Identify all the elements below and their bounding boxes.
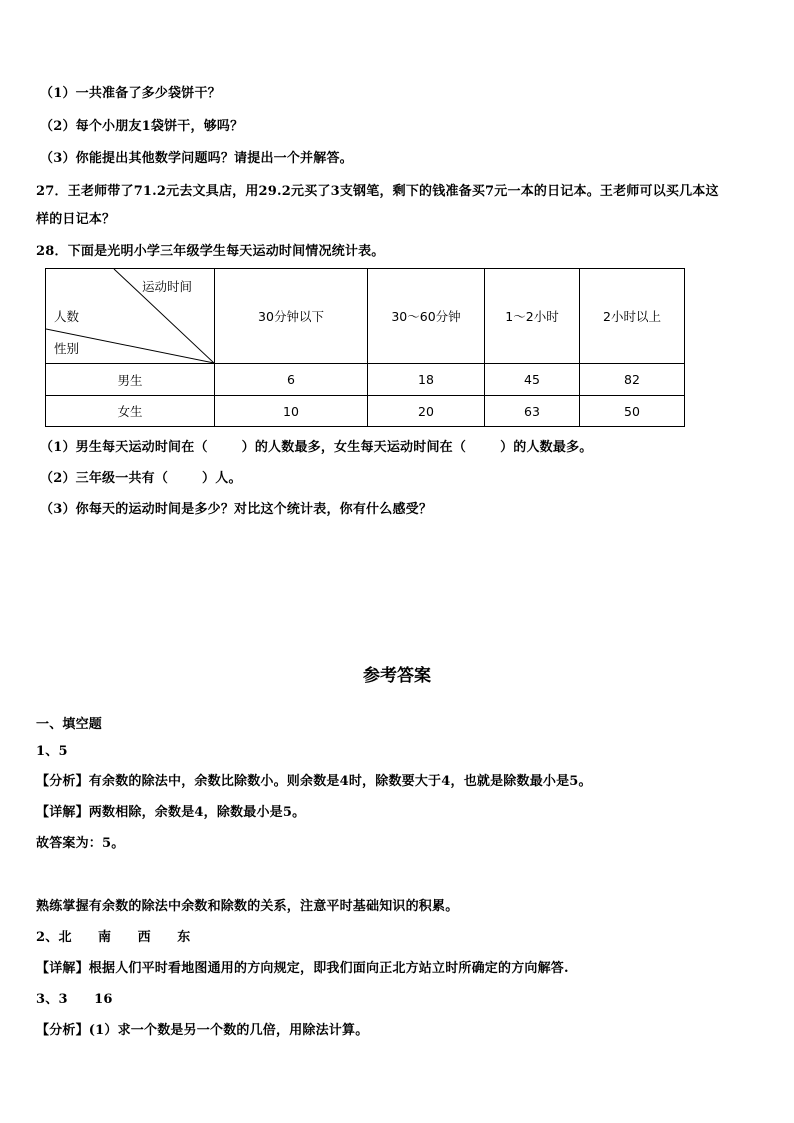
answers-title: 参考答案 — [363, 666, 431, 686]
q28-sub1-part-b: ）的人数最多，女生每天运动时间在（ — [241, 440, 467, 455]
row-label: 女生 — [46, 396, 215, 427]
answer-1-analysis: 【分析】有余数的除法中，余数比除数小。则余数是4时，除数要大于4，也就是除数最小是5。 — [36, 774, 592, 789]
q28-intro: 28．下面是光明小学三年级学生每天运动时间情况统计表。 — [36, 244, 385, 259]
table-corner-cell — [46, 269, 215, 364]
table-cell: 63 — [485, 396, 580, 427]
q27-line1: 27．王老师带了71.2元去文具店，用29.2元买了3支钢笔，剩下的钱准备买7元一本的日记本。王老师可以买几本这 — [36, 184, 719, 199]
column-header: 2小时以上 — [580, 269, 685, 364]
answer-1-detail: 【详解】两数相除，余数是4，除数最小是5。 — [36, 805, 306, 820]
table-cell: 82 — [580, 364, 685, 396]
table-cell: 10 — [215, 396, 368, 427]
answer-2-detail: 【详解】根据人们平时看地图通用的方向规定，即我们面向正北方站立时所确定的方向解答. — [36, 961, 569, 976]
answer-2: 2、北 南 西 东 — [36, 930, 191, 945]
column-header: 30～60分钟 — [368, 269, 485, 364]
answer-1-note: 熟练掌握有余数的除法中余数和除数的关系，注意平时基础知识的积累。 — [36, 899, 459, 914]
column-header: 30分钟以下 — [215, 269, 368, 364]
answer-3-analysis: 【分析】(1）求一个数是另一个数的几倍，用除法计算。 — [36, 1023, 369, 1038]
q28-sub2-part-a: （2）三年级一共有（ — [40, 471, 169, 486]
q28-sub1-part-a: （1）男生每天运动时间在（ — [40, 440, 208, 455]
exercise-time-table — [45, 268, 685, 427]
q28-sub1 — [40, 436, 592, 455]
q26-sub1: （1）一共准备了多少袋饼干？ — [40, 86, 221, 101]
corner-label-count: 人数 — [54, 309, 80, 324]
q28-sub3: （3）你每天的运动时间是多少？对比这个统计表，你有什么感受？ — [40, 502, 433, 517]
row-label: 男生 — [46, 364, 215, 396]
table-row — [46, 396, 685, 427]
answer-1: 1、5 — [36, 744, 68, 759]
table-cell: 50 — [580, 396, 685, 427]
table-row — [46, 364, 685, 396]
section-heading: 一、填空题 — [36, 717, 103, 732]
table-cell: 6 — [215, 364, 368, 396]
answer-1-result: 故答案为：5。 — [36, 836, 125, 851]
table-header-row — [46, 269, 685, 364]
q27-line2: 样的日记本？ — [36, 212, 116, 227]
answer-3: 3、3 16 — [36, 992, 113, 1007]
corner-label-time: 运动时间 — [142, 279, 193, 294]
q28-sub2 — [40, 467, 242, 486]
q26-sub2: （2）每个小朋友1袋饼干，够吗？ — [40, 119, 244, 134]
table-cell: 18 — [368, 364, 485, 396]
table-cell: 20 — [368, 396, 485, 427]
q28-sub2-part-b: ）人。 — [202, 471, 242, 486]
q26-sub3: （3）你能提出其他数学问题吗？请提出一个并解答。 — [40, 151, 353, 166]
q28-sub1-part-c: ）的人数最多。 — [500, 440, 593, 455]
table-cell: 45 — [485, 364, 580, 396]
corner-label-gender: 性别 — [54, 341, 80, 356]
column-header: 1～2小时 — [485, 269, 580, 364]
